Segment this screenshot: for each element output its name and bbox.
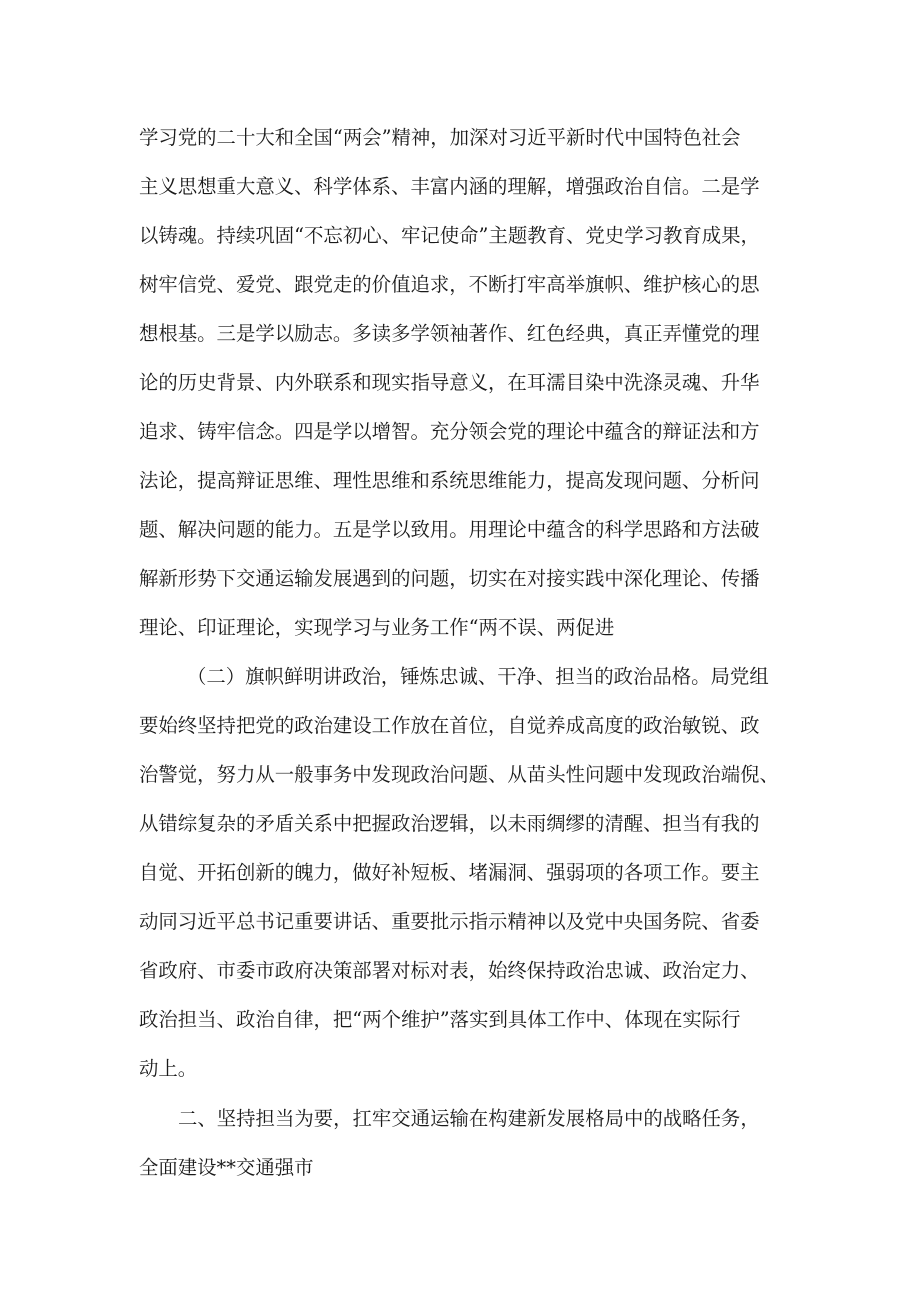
text-line: 主义思想重大意义、科学体系、丰富内涵的理解，增强政治自信。二是学 <box>139 175 760 198</box>
text-line: 树牢信党、爱党、跟党走的价值追求，不断打牢高举旗帜、维护核心的思 <box>139 273 760 296</box>
text-line: 从错综复杂的矛盾关系中把握政治逻辑，以未雨绸缪的清醒、担当有我的 <box>139 812 760 835</box>
text-line: 学习党的二十大和全国“两会”精神，加深对习近平新时代中国特色社会 <box>139 126 741 149</box>
text-line: 政治担当、政治自律，把“两个维护”落实到具体工作中、体现在实际行 <box>139 1008 741 1031</box>
text-line: 自觉、开拓创新的魄力，做好补短板、堵漏洞、强弱项的各项工作。要主 <box>139 861 760 884</box>
text-line: 动同习近平总书记重要讲话、重要批示指示精神以及党中央国务院、省委 <box>139 910 760 933</box>
text-line: 动上。 <box>139 1057 198 1080</box>
text-line: 题、解决问题的能力。五是学以致用。用理论中蕴含的科学思路和方法破 <box>139 518 760 541</box>
text-line: 治警觉，努力从一般事务中发现政治问题、从苗头性问题中发现政治端倪、 <box>139 763 779 786</box>
text-line: 追求、铸牢信念。四是学以增智。充分领会党的理论中蕴含的辩证法和方 <box>139 420 760 443</box>
text-line: 要始终坚持把党的政治建设工作放在首位，自觉养成高度的政治敏锐、政 <box>139 714 760 737</box>
text-line: 省政府、市委市政府决策部署对标对表，始终保持政治忠诚、政治定力、 <box>139 959 760 982</box>
heading-line: 全面建设**交通强市 <box>139 1156 314 1179</box>
heading-line: 二、坚持担当为要，扛牢交通运输在构建新发展格局中的战略任务， <box>178 1107 760 1130</box>
text-line: 理论、印证理论，实现学习与业务工作“两不误、两促进 <box>139 616 615 639</box>
text-line: 解新形势下交通运输发展遇到的问题，切实在对接实践中深化理论、传播 <box>139 567 760 590</box>
text-line: 想根基。三是学以励志。多读多学领袖著作、红色经典，真正弄懂党的理 <box>139 322 760 345</box>
text-line: （二）旗帜鲜明讲政治，锤炼忠诚、干净、担当的政治品格。局党组 <box>187 665 769 688</box>
text-line: 以铸魂。持续巩固“不忘初心、牢记使命”主题教育、党史学习教育成果， <box>139 224 760 247</box>
text-line: 法论，提高辩证思维、理性思维和系统思维能力，提高发现问题、分析问 <box>139 469 760 492</box>
text-line: 论的历史背景、内外联系和现实指导意义，在耳濡目染中洗涤灵魂、升华 <box>139 371 760 394</box>
